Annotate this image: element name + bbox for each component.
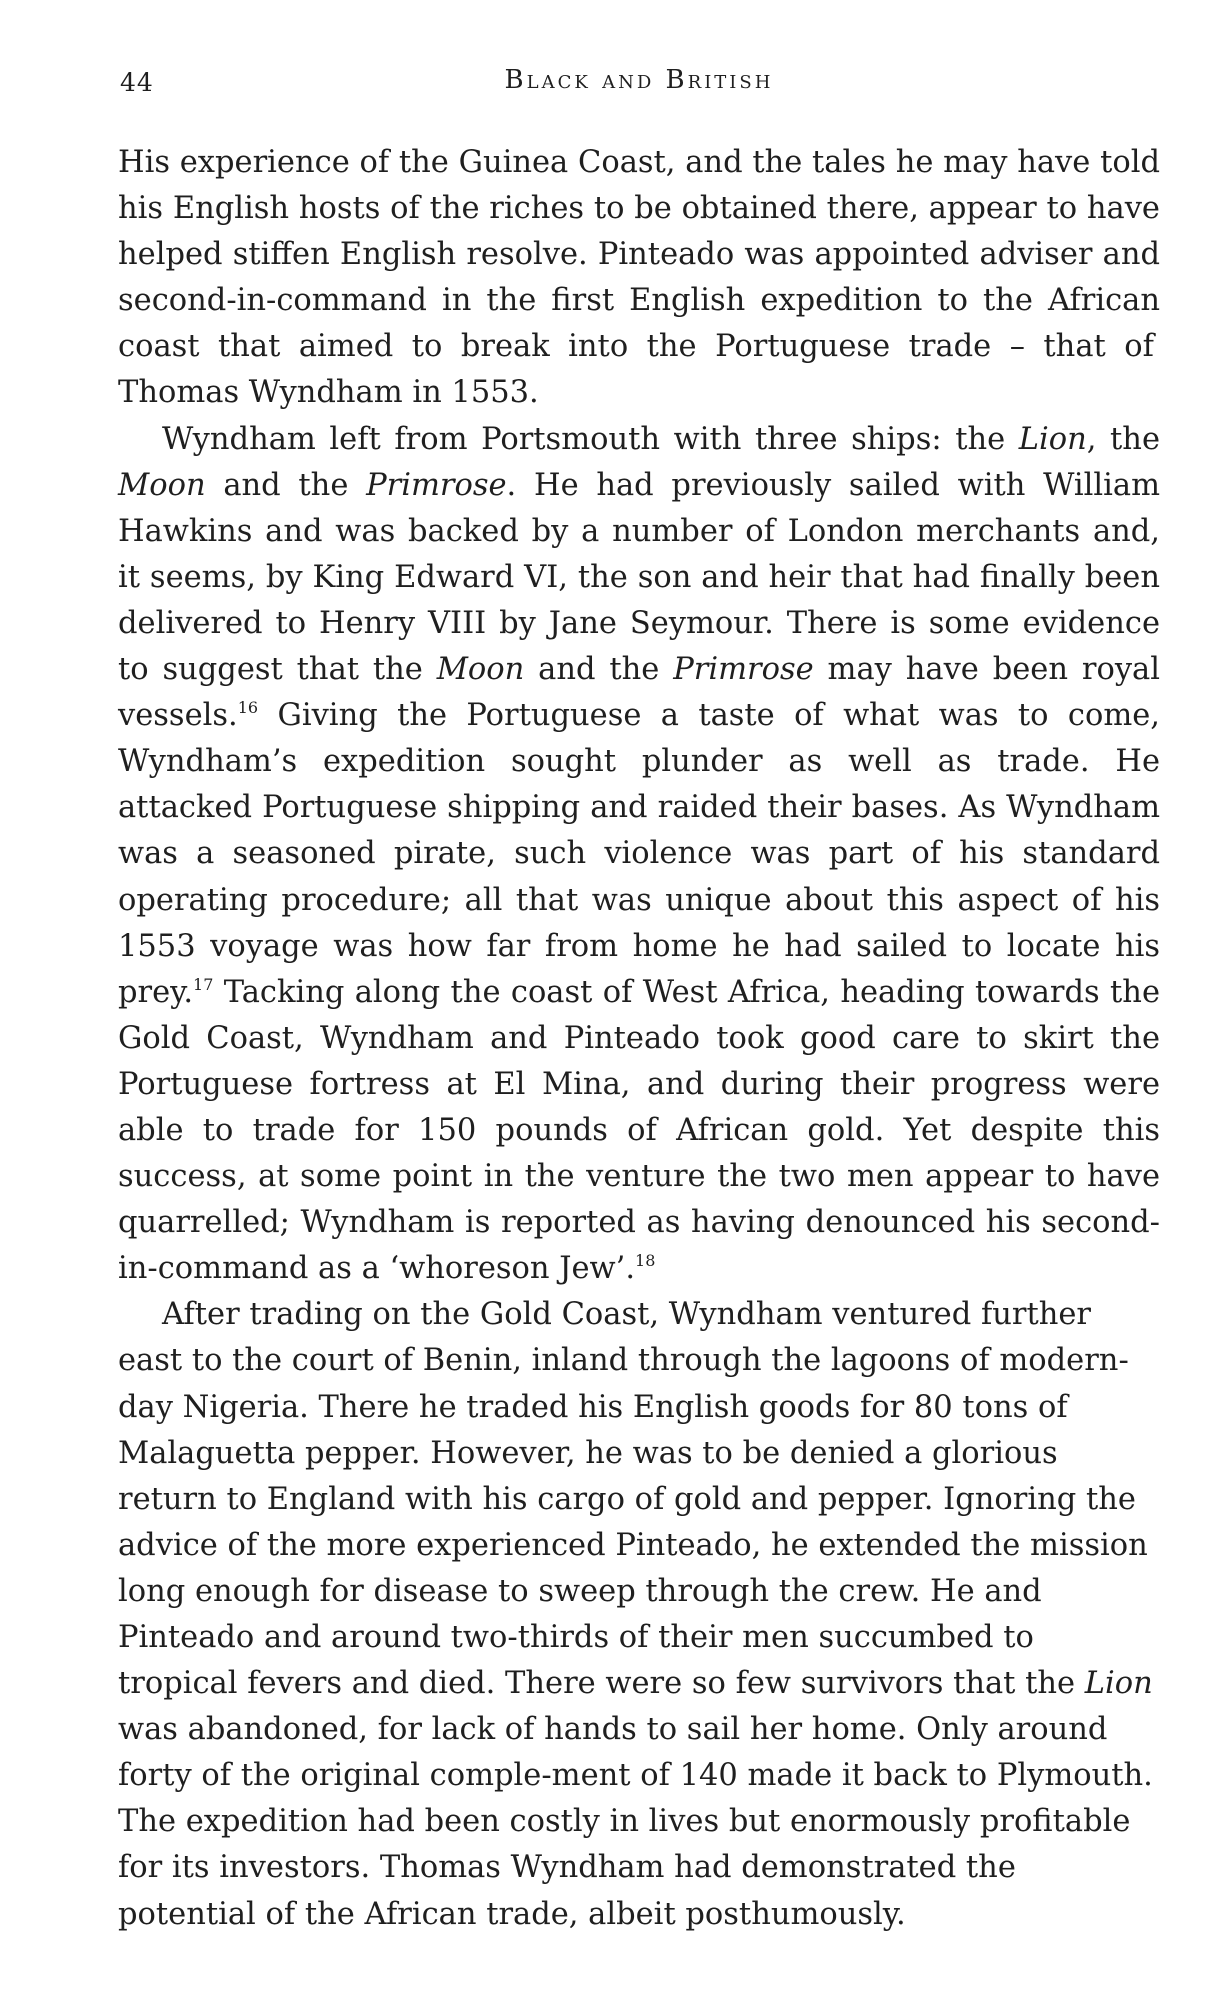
ship-name: Moon bbox=[118, 467, 206, 503]
body-text bbox=[118, 140, 1160, 1938]
text-run: Wyndham left from Portsmouth with three ships: the bbox=[162, 421, 1019, 457]
text-run: and the bbox=[524, 652, 674, 688]
footnote-marker: 17 bbox=[193, 974, 214, 994]
ship-name: Lion bbox=[1018, 421, 1087, 457]
paragraph bbox=[118, 1292, 1160, 1937]
footnote-marker: 16 bbox=[237, 698, 259, 718]
paragraph bbox=[118, 140, 1160, 417]
text-run: Giving the Portuguese a taste of what was to come, Wyndham’s expedition sought plunder as well as trade. He attacked Portuguese shipping and raided their bases. As Wyndham was a seasoned pirate, such violence was part of his standard operating procedure; all that was unique about this aspect of his 1553 voyage was how far from home he had sailed to locate his prey. bbox=[118, 698, 1160, 1010]
running-head: Black and British bbox=[504, 65, 774, 95]
ship-name: Lion bbox=[1084, 1666, 1153, 1702]
ship-name: Primrose bbox=[366, 467, 507, 503]
paragraph bbox=[118, 417, 1160, 1293]
page-header bbox=[118, 62, 1160, 102]
text-run: and the bbox=[205, 467, 367, 503]
text-run: . He had previously sailed with William Hawkins and was backed by a number of London merchants and, it seems, by King Edward VI, the son and heir that had finally been delivered to Henry VIII by Jane Seymour. There is some evidence to suggest that the bbox=[118, 467, 1161, 688]
text-run: was abandoned, for lack of hands to sail her home. Only around forty of the original comple-ment of 140 made it back to Plymouth. The expedition had been costly in lives but enormously profitable for its investors. Thomas Wyndham had demonstrated the potential of the African trade, albeit posthumously. bbox=[118, 1712, 1153, 1932]
text-run: Tacking along the coast of West Africa, heading towards the Gold Coast, Wyndham and Pinteado took good care to skirt the Portuguese fortress at El Mina, and during their progress were able to trade for 150 pounds of African gold. Yet despite this success, at some point in the venture the two men appear to have quarrelled; Wyndham is reported as having denounced his second-in-command as a ‘whoreson Jew’. bbox=[118, 974, 1160, 1287]
ship-name: Primrose bbox=[673, 652, 814, 688]
text-run: , the bbox=[1086, 421, 1160, 457]
text-run: His experience of the Guinea Coast, and the tales he may have told his English hosts of the riches to be obtained there, appear to have helped stiffen English resolve. Pinteado was appointed adviser and second-in-command in the first English expedition to the African coast that aimed to break into the Portuguese trade – that of Thomas Wyndham in 1553. bbox=[118, 145, 1160, 411]
text-run: may have been royal vessels. bbox=[118, 652, 1160, 734]
text-run: After trading on the Gold Coast, Wyndham ventured further east to the court of Benin, inland through the lagoons of modern-day Nigeria. There he traded his English goods for 80 tons of Malaguetta pepper. However, he was to be denied a glorious return to England with his cargo of gold and pepper. Ignoring the advice of the more experienced Pinteado, he extended the mission long enough for disease to sweep through the crew. He and Pinteado and around two-thirds of their men succumbed to tropical fevers and died. There were so few survivors that the bbox=[118, 1297, 1148, 1702]
footnote-marker: 18 bbox=[635, 1251, 656, 1271]
ship-name: Moon bbox=[436, 652, 525, 688]
page-number: 44 bbox=[120, 68, 154, 97]
